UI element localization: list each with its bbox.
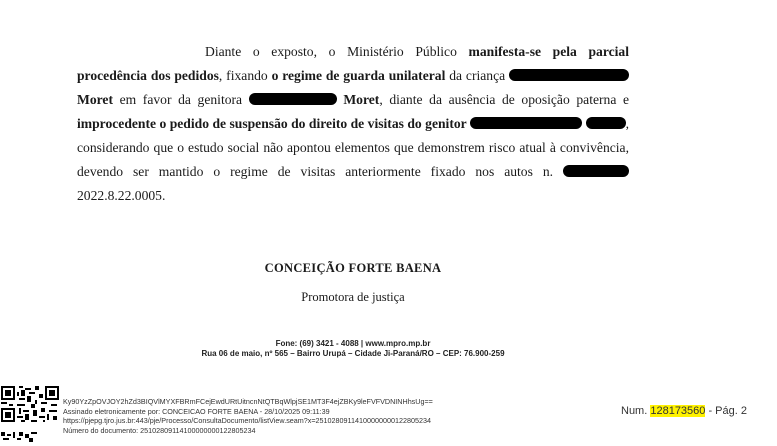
- verification-url: https://pjepg.tjro.jus.br:443/pje/Processo/ConsultaDocumento/listView.seam?x=25102809114100000000122805234: [63, 416, 431, 426]
- signed-by: Assinado eletronicamente por: CONCEICAO FORTE BAENA - 28/10/2025 09:11:39: [63, 406, 330, 416]
- redaction-bar: [586, 117, 626, 129]
- redaction-bar: [470, 117, 582, 129]
- text-run: Diante o exposto, o Ministério Público: [205, 44, 469, 59]
- contact-phone-site: Fone: (69) 3421 - 4088 | www.mpro.mp.br: [275, 339, 431, 348]
- bold-run: Moret: [343, 92, 380, 107]
- bold-run: manifesta-se pela parcial procedência dos pedidos: [77, 44, 629, 83]
- signatory-name: CONCEIÇÃO FORTE BAENA: [264, 261, 442, 275]
- text-run: , fixando: [218, 68, 272, 83]
- redaction-bar: [509, 69, 629, 81]
- bold-run: improcedente o pedido de suspensão do direito de visitas do genitor: [77, 116, 467, 131]
- office-contact: [0, 339, 706, 359]
- text-run: da criança: [445, 68, 510, 83]
- bold-run: Moret: [77, 92, 113, 107]
- page-suffix: - Pág. 2: [705, 405, 747, 417]
- redaction-bar: [563, 165, 629, 177]
- text-run: , diante da ausência de oposição paterna e: [379, 92, 630, 107]
- document-id-highlight: 128173560: [650, 405, 706, 417]
- petition-conclusion-paragraph: [77, 40, 629, 208]
- bold-run: o regime de guarda unilateral: [271, 68, 446, 83]
- signatory-role: Promotora de justiça: [301, 290, 405, 304]
- document-number: Número do documento: 25102809114100000000122805234: [63, 425, 256, 435]
- text-run: 2022.8.22.0005.: [77, 188, 166, 203]
- qr-code-icon: [1, 386, 59, 422]
- qr-code-icon: [1, 432, 39, 446]
- num-prefix: Num.: [621, 405, 651, 417]
- redaction-bar: [249, 93, 337, 105]
- contact-address: Rua 06 de maio, nº 565 – Bairro Urupá – Cidade Ji-Paraná/RO – CEP: 76.900-259: [201, 349, 505, 358]
- signature-hash: Ky90YzZpOVJOY2hZd3BIQVlMYXFBRmFCejEwdURtUitncnNtQTBqWlpjSE1MT3F4ejZBKy9leFVFVDNINHhsUg==: [63, 397, 433, 406]
- page-number-label: [621, 405, 747, 417]
- electronic-signature-metadata: [63, 397, 433, 435]
- text-run: em favor da genitora: [112, 92, 249, 107]
- text-run: , considerando que o estudo social não apontou elementos que demonstrem risco atual à convivência, devendo ser mantido o regime de visitas anteriormente fixado nos autos n.: [77, 116, 629, 179]
